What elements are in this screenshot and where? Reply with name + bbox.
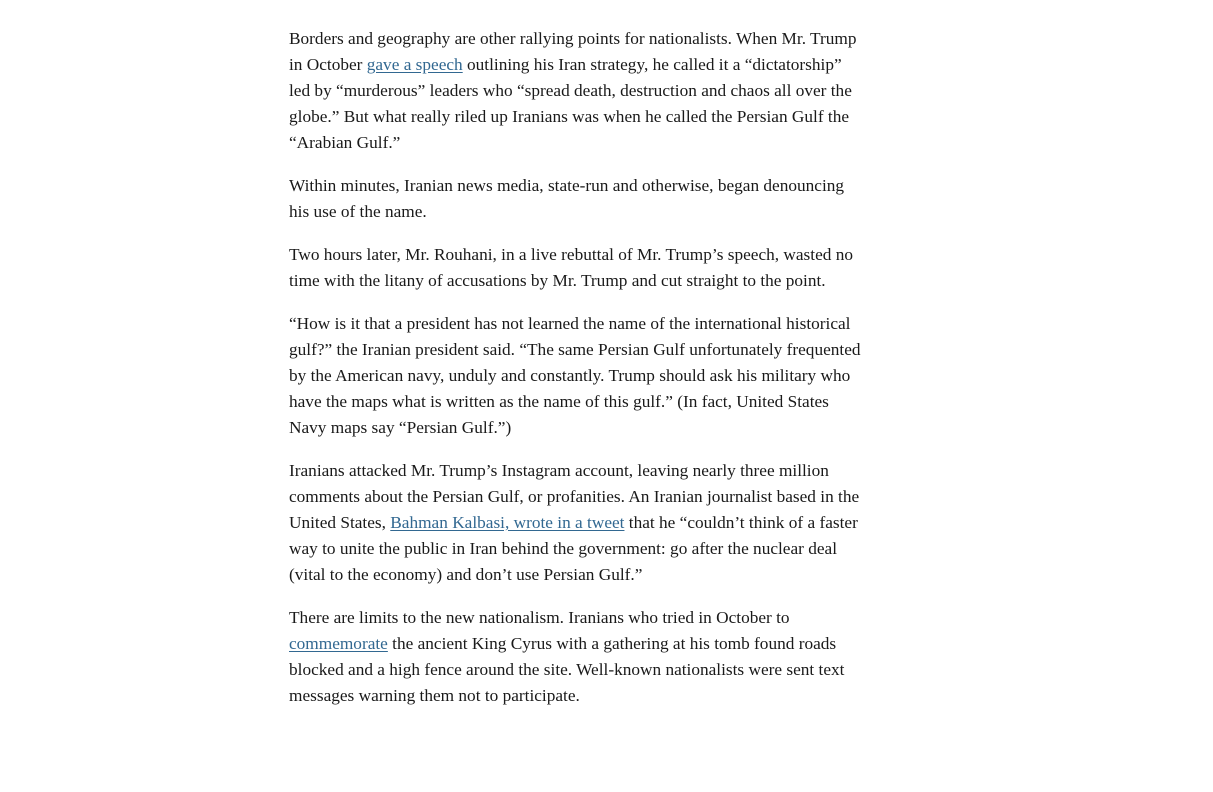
paragraph-two-hours-later	[289, 242, 861, 294]
paragraph-text: Borders and geography are other rallying points for nationalists. When Mr. Trump in October	[289, 29, 857, 74]
article-body	[289, 26, 861, 726]
paragraph-text: Iranians attacked Mr. Trump’s Instagram account, leaving nearly three million comments about the Persian Gulf, or profanities. An Iranian journalist based in the United States,	[289, 461, 860, 532]
kalbasi-tweet-link[interactable]: Bahman Kalbasi, wrote in a tweet	[390, 513, 625, 532]
paragraph-instagram	[289, 458, 861, 588]
paragraph-text: outlining his Iran strategy, he called it a “dictatorship” led by “murderous” leaders who “spread death, destruction and chaos all over the globe.” But what really riled up Iranians was when he called the Persian Gulf the “Arabian Gulf.”	[289, 55, 852, 152]
gave-a-speech-link[interactable]: gave a speech	[366, 55, 463, 74]
paragraph-rouhani-quote	[289, 311, 861, 441]
paragraph-text: “How is it that a president has not learned the name of the international historical gulf?” the Iranian president said. “The same Persian Gulf unfortunately frequented by the American navy, unduly and constantly. Trump should ask his military who have the maps what is written as the name of this gulf.” (In fact, United States Navy maps say “Persian Gulf.”)	[289, 314, 861, 437]
commemorate-link[interactable]: commemorate	[289, 634, 388, 653]
paragraph-limits	[289, 605, 861, 709]
paragraph-text: the ancient King Cyrus with a gathering at his tomb found roads blocked and a high fence around the site. Well-known nationalists were sent text messages warning them not to participate.	[289, 634, 845, 705]
paragraph-borders	[289, 26, 861, 156]
paragraph-within-minutes	[289, 173, 861, 225]
paragraph-text: Two hours later, Mr. Rouhani, in a live rebuttal of Mr. Trump’s speech, wasted no time with the litany of accusations by Mr. Trump and cut straight to the point.	[289, 245, 853, 290]
paragraph-text: Within minutes, Iranian news media, state-run and otherwise, began denouncing his use of the name.	[289, 176, 845, 221]
paragraph-text: that he “couldn’t think of a faster way to unite the public in Iran behind the government: go after the nuclear deal (vital to the economy) and don’t use Persian Gulf.”	[289, 513, 858, 584]
paragraph-text: There are limits to the new nationalism. Iranians who tried in October to	[289, 608, 790, 627]
